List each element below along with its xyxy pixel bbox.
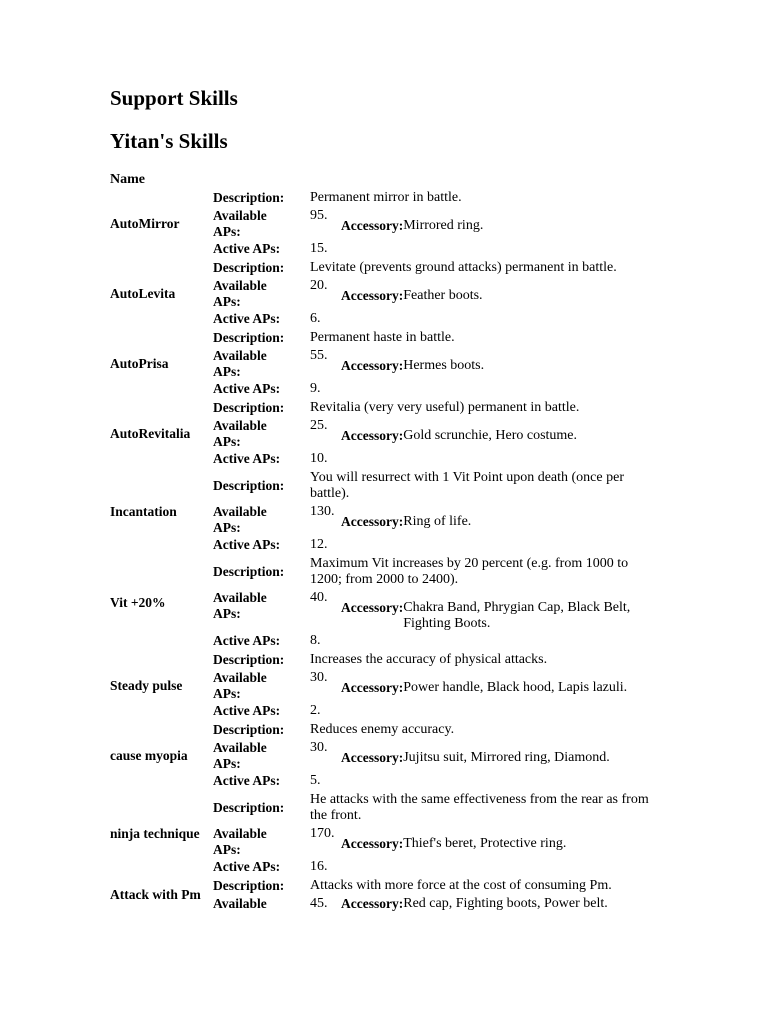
active-aps-value: 2.: [310, 703, 321, 718]
accessory-label: Accessory:: [341, 514, 404, 529]
accessory-label: Accessory:: [341, 218, 404, 233]
accessory-value: Hermes boots.: [403, 358, 485, 373]
active-aps-label: Active APs:: [213, 703, 281, 718]
skill-name: AutoMirror: [110, 215, 180, 231]
skill-description: Increases the accuracy of physical attacks.: [310, 652, 548, 667]
active-aps-value: 15.: [310, 241, 328, 256]
accessory-group: [341, 208, 633, 234]
skill-description-row: [110, 555, 650, 590]
available-aps-label: [213, 418, 310, 451]
skill-name: AutoPrisa: [110, 355, 169, 371]
support-skills-heading: Support Skills: [110, 86, 238, 110]
available-label-line2: APs:: [213, 434, 241, 449]
description-label: Description:: [213, 878, 285, 893]
accessory-label: Accessory:: [341, 428, 404, 443]
active-aps-label: Active APs:: [213, 241, 281, 256]
skill-description-row: [110, 399, 650, 418]
available-aps-value: 20.: [310, 278, 328, 293]
available-aps-cell: [310, 208, 650, 241]
skill-description-row: [110, 877, 650, 896]
accessory-group: [341, 504, 633, 530]
skill-description-row: [110, 721, 650, 740]
accessory-value: Gold scrunchie, Hero costume.: [403, 428, 578, 443]
skill-name: Steady pulse: [110, 677, 183, 693]
available-aps-value: 95.: [310, 208, 328, 223]
description-label: Description:: [213, 330, 285, 345]
available-aps-value: 30.: [310, 670, 328, 685]
available-label-line2: APs:: [213, 294, 241, 309]
skill-name: ninja technique: [110, 825, 200, 841]
description-label: Description:: [213, 478, 285, 493]
skill-description: Permanent haste in battle.: [310, 330, 455, 345]
yitans-skills-heading: Yitan's Skills: [110, 129, 228, 153]
active-aps-value: 9.: [310, 381, 321, 396]
accessory-group: [341, 826, 633, 852]
active-aps-label: Active APs:: [213, 859, 281, 874]
accessory-value: Thief's beret, Protective ring.: [403, 836, 567, 851]
accessory-value: Jujitsu suit, Mirrored ring, Diamond.: [403, 750, 610, 765]
available-aps-cell: [310, 278, 650, 311]
skill-name: cause myopia: [110, 747, 188, 763]
description-label: Description:: [213, 260, 285, 275]
available-aps-value: 130.: [310, 504, 335, 519]
available-label-line1: Available: [213, 504, 267, 519]
available-aps-label: [213, 670, 310, 703]
available-aps-label: [213, 826, 310, 859]
description-label: Description:: [213, 722, 285, 737]
available-aps-label: [213, 740, 310, 773]
available-aps-label: [213, 278, 310, 311]
available-aps-cell: [310, 504, 650, 537]
available-label-line2: APs:: [213, 364, 241, 379]
available-aps-value: 170.: [310, 826, 335, 841]
description-label: Description:: [213, 800, 285, 815]
available-label-line1: Available: [213, 670, 267, 685]
accessory-label: Accessory:: [341, 750, 404, 765]
active-aps-value: 12.: [310, 537, 328, 552]
skill-name: Vit +20%: [110, 594, 166, 610]
available-label-line1: Available: [213, 278, 267, 293]
skill-description-row: [110, 651, 650, 670]
skill-description-row: [110, 189, 650, 208]
accessory-group: [341, 896, 633, 912]
skill-description: Revitalia (very very useful) permanent in battle.: [310, 400, 580, 415]
active-aps-value: 16.: [310, 859, 328, 874]
accessory-group: [341, 278, 633, 304]
skill-description: Permanent mirror in battle.: [310, 190, 462, 205]
skill-description: Attacks with more force at the cost of consuming Pm.: [310, 878, 612, 893]
available-aps-label: [213, 896, 310, 913]
available-aps-label: [213, 348, 310, 381]
skill-description-row: [110, 791, 650, 826]
accessory-value: Mirrored ring.: [403, 218, 484, 233]
available-aps-value: 40.: [310, 590, 328, 605]
available-aps-cell: [310, 418, 650, 451]
available-aps-label: [213, 208, 310, 241]
available-aps-cell: [310, 826, 650, 859]
accessory-group: [341, 418, 633, 444]
active-aps-value: 5.: [310, 773, 321, 788]
description-label: Description:: [213, 564, 285, 579]
available-aps-value: 30.: [310, 740, 328, 755]
available-aps-value: 25.: [310, 418, 328, 433]
available-aps-cell: [310, 740, 650, 773]
accessory-value: Ring of life.: [403, 514, 472, 529]
accessory-group: [341, 670, 633, 696]
available-label-line2: APs:: [213, 756, 241, 771]
skill-description: Levitate (prevents ground attacks) permanent in battle.: [310, 260, 617, 275]
skill-description-row: [110, 259, 650, 278]
skill-name: Attack with Pm: [110, 886, 201, 902]
available-label-line2: APs:: [213, 520, 241, 535]
skill-description: He attacks with the same effectiveness from the rear as from the front.: [310, 792, 649, 823]
active-aps-label: Active APs:: [213, 537, 281, 552]
skill-name: Incantation: [110, 503, 177, 519]
accessory-group: [341, 348, 633, 374]
active-aps-label: Active APs:: [213, 451, 281, 466]
available-label-line1: Available: [213, 348, 267, 363]
available-label-line2: APs:: [213, 686, 241, 701]
accessory-value: Red cap, Fighting boots, Power belt.: [403, 896, 608, 911]
skills-table: [110, 189, 650, 913]
accessory-value: Chakra Band, Phrygian Cap, Black Belt, Fighting Boots.: [403, 600, 631, 631]
description-label: Description:: [213, 400, 285, 415]
skill-description-row: [110, 469, 650, 504]
skill-description: Maximum Vit increases by 20 percent (e.g. from 1000 to 1200; from 2000 to 2400).: [310, 556, 629, 587]
accessory-label: Accessory:: [341, 896, 404, 911]
available-aps-value: 55.: [310, 348, 328, 363]
available-aps-value: 45.: [310, 896, 328, 911]
available-label-line1: Available: [213, 826, 267, 841]
active-aps-label: Active APs:: [213, 381, 281, 396]
available-label-line1: Available: [213, 590, 267, 605]
available-aps-label: [213, 590, 310, 633]
name-column-header: Name: [110, 172, 145, 187]
skill-description: You will resurrect with 1 Vit Point upon death (once per battle).: [310, 470, 624, 501]
accessory-label: Accessory:: [341, 836, 404, 851]
available-label-line2: APs:: [213, 224, 241, 239]
available-aps-label: [213, 504, 310, 537]
skill-name: AutoLevita: [110, 285, 176, 301]
description-label: Description:: [213, 652, 285, 667]
available-aps-cell: [310, 348, 650, 381]
active-aps-label: Active APs:: [213, 633, 281, 648]
active-aps-value: 10.: [310, 451, 328, 466]
available-label-line2: APs:: [213, 842, 241, 857]
accessory-group: [341, 590, 633, 632]
available-label-line1: Available: [213, 896, 267, 911]
accessory-group: [341, 740, 633, 766]
active-aps-value: 6.: [310, 311, 321, 326]
skill-description: Reduces enemy accuracy.: [310, 722, 455, 737]
description-label: Description:: [213, 190, 285, 205]
skill-name: AutoRevitalia: [110, 425, 191, 441]
available-label-line1: Available: [213, 418, 267, 433]
active-aps-label: Active APs:: [213, 773, 281, 788]
active-aps-label: Active APs:: [213, 311, 281, 326]
accessory-label: Accessory:: [341, 600, 404, 615]
accessory-label: Accessory:: [341, 680, 404, 695]
available-aps-cell: [310, 590, 650, 633]
skill-description-row: [110, 329, 650, 348]
accessory-label: Accessory:: [341, 358, 404, 373]
available-aps-cell: [310, 670, 650, 703]
accessory-value: Feather boots.: [403, 288, 483, 303]
available-aps-cell: [310, 896, 650, 913]
accessory-label: Accessory:: [341, 288, 404, 303]
available-label-line1: Available: [213, 208, 267, 223]
active-aps-value: 8.: [310, 633, 321, 648]
available-label-line2: APs:: [213, 606, 241, 621]
available-label-line1: Available: [213, 740, 267, 755]
accessory-value: Power handle, Black hood, Lapis lazuli.: [403, 680, 628, 695]
